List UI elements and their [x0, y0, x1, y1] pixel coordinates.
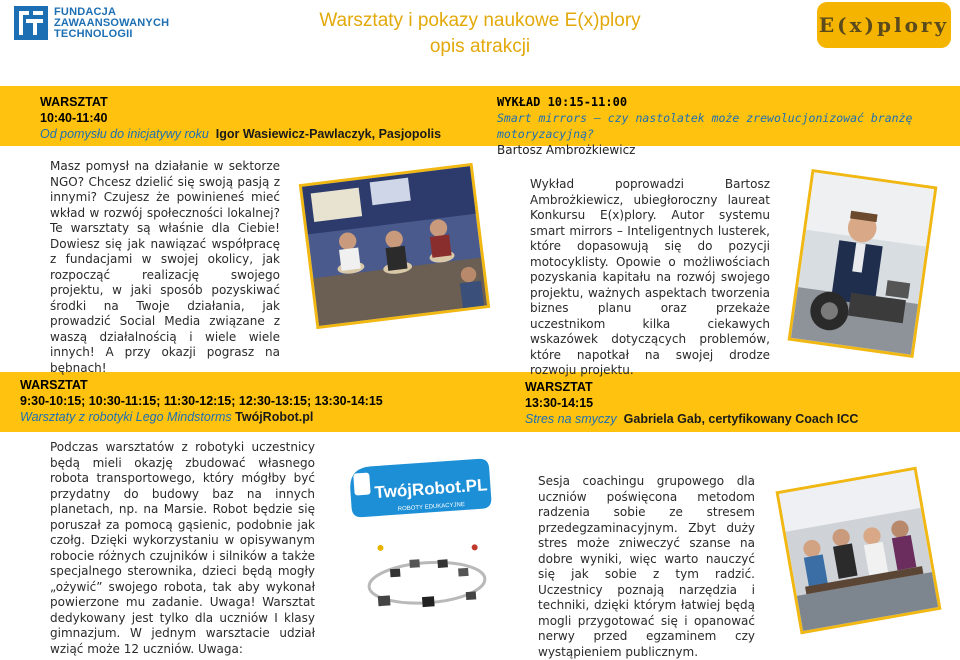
logo-line-3: TECHNOLOGII: [54, 28, 133, 40]
page-title-line-2: opis atrakcji: [429, 36, 531, 57]
logo-line-1: FUNDACJA: [54, 6, 117, 18]
session-topic: Od pomysłu do inicjatywy roku: [40, 127, 209, 141]
foundation-logo-icon: [14, 6, 48, 40]
session-speaker: Gabriela Gab, certyfikowany Coach ICC: [623, 412, 859, 426]
session-description-2: Wykład poprowadzi Bartosz Ambrożkiewicz, ubiegłoroczny laureat Konkursu E(x)plory. Autor systemu smart mirrors – Inteligentnych lusterek, które dopasowują się do pozycji motocyklisty. Opowie o możliwościach pozyskania kapitału na rozwój swojego projektu, ważnych aspektach tworzenia biznes planu oraz przekaże uczestnikom kilka ciekawych wskazówek dotyczących problemów, które napotkał na swojej drodze rozwoju projektu.: [530, 177, 770, 377]
speaker-photo: [788, 169, 938, 358]
page-title: [290, 8, 670, 60]
session-speaker: Bartosz Ambrożkiewicz: [497, 143, 636, 157]
session-description-3: Podczas warsztatów z robotyki uczestnicy będą mieli okazję zbudować własnego robota transportowego, który mógłby być przydatny do budowy baz na innych planetach, np. na Marsie. Robot będzie się poruszał za pomocą gąsienic, podobnie jak czołg. Dzięki wykorzystaniu w opisywanym robocie różnych czujników i silników a także specjalnego sterownika, dzieci będą mogły „ożywić” swojego robota, tak aby wykonał powierzone mu zadanie. Uwaga! Warsztat dedykowany jest tylko dla uczniów I klasy gimnazjum. W jednym warsztacie udział wziąć może 12 uczniów. Uwaga:: [50, 440, 315, 656]
session-speaker: Igor Wasiewicz-Pawlaczyk, Pasjopolis: [215, 127, 442, 141]
session-header-2: [497, 94, 960, 158]
robotics-workshop-photo: [338, 450, 505, 630]
logo-line-2: ZAWAANSOWANYCH: [54, 17, 170, 29]
session-time: 9:30-10:15; 10:30-11:15; 11:30-12:15; 12:30-13:15; 13:30-14:15: [20, 394, 383, 408]
session-header-3: [20, 377, 383, 425]
session-kind: WYKŁAD 10:15-11:00: [497, 95, 628, 109]
foundation-logo-text: [54, 7, 169, 40]
foundation-logo: [14, 6, 170, 42]
drumming-workshop-photo: [299, 163, 490, 329]
session-header-4: [525, 379, 858, 427]
coaching-session-photo: [775, 467, 941, 635]
session-description-1: Masz pomysł na działanie w sektorze NGO? Chcesz dzielić się swoją pasją z innymi? Czujesz że powinieneś mieć wkład w rozwój społeczności lokalnej? Te warsztaty są właśnie dla Ciebie! Dowiesz się jak nawiązać współpracę z fundacjami w swojej okolicy, jak rozpocząć realizację swojego projektu, w jaki sposób pozyskiwać środki na Twoje działania, jak prowadzić Social Media związane z waszą działalnością i wiele wiele innych! A przy okazji pograsz na bębnach!: [50, 159, 280, 375]
session-kind: WARSZTAT: [20, 378, 88, 392]
twojrobot-logo-subtext: ROBOTY EDUKACYJNE: [397, 501, 466, 513]
twojrobot-logo-text: TwójRobot.PL: [373, 475, 488, 503]
session-description-4: Sesja coachingu grupowego dla uczniów poświęcona metodom radzenia sobie ze stresem przedegzaminacyjnym. Zbyt duży stres może zniweczyć szanse na dobre wyniki, więc warto nauczyć się jak sobie z tym radzić. Uczestnicy poznają narzędzia i techniki, dzięki którym łatwiej będą mogli przygotować się i opanować nerwy przed egzaminem czy wystąpieniem publicznym.: [538, 474, 755, 659]
explory-logo-text: E(x)plory: [818, 13, 950, 37]
session-kind: WARSZTAT: [40, 95, 108, 109]
session-topic: Warsztaty z robotyki Lego Mindstorms: [20, 410, 232, 424]
session-topic: Stres na smyczy: [525, 412, 617, 426]
explory-logo: [817, 2, 951, 48]
page-title-line-1: Warsztaty i pokazy naukowe E(x)plory: [319, 10, 641, 31]
session-topic: Smart mirrors – czy nastolatek może zrewolucjonizować branżę motoryzacyjną?: [497, 111, 913, 141]
session-kind: WARSZTAT: [525, 380, 593, 394]
session-time: 10:40-11:40: [40, 111, 108, 125]
session-header-1: [40, 94, 441, 142]
session-speaker: TwójRobot.pl: [235, 410, 314, 424]
session-time: 13:30-14:15: [525, 396, 594, 410]
